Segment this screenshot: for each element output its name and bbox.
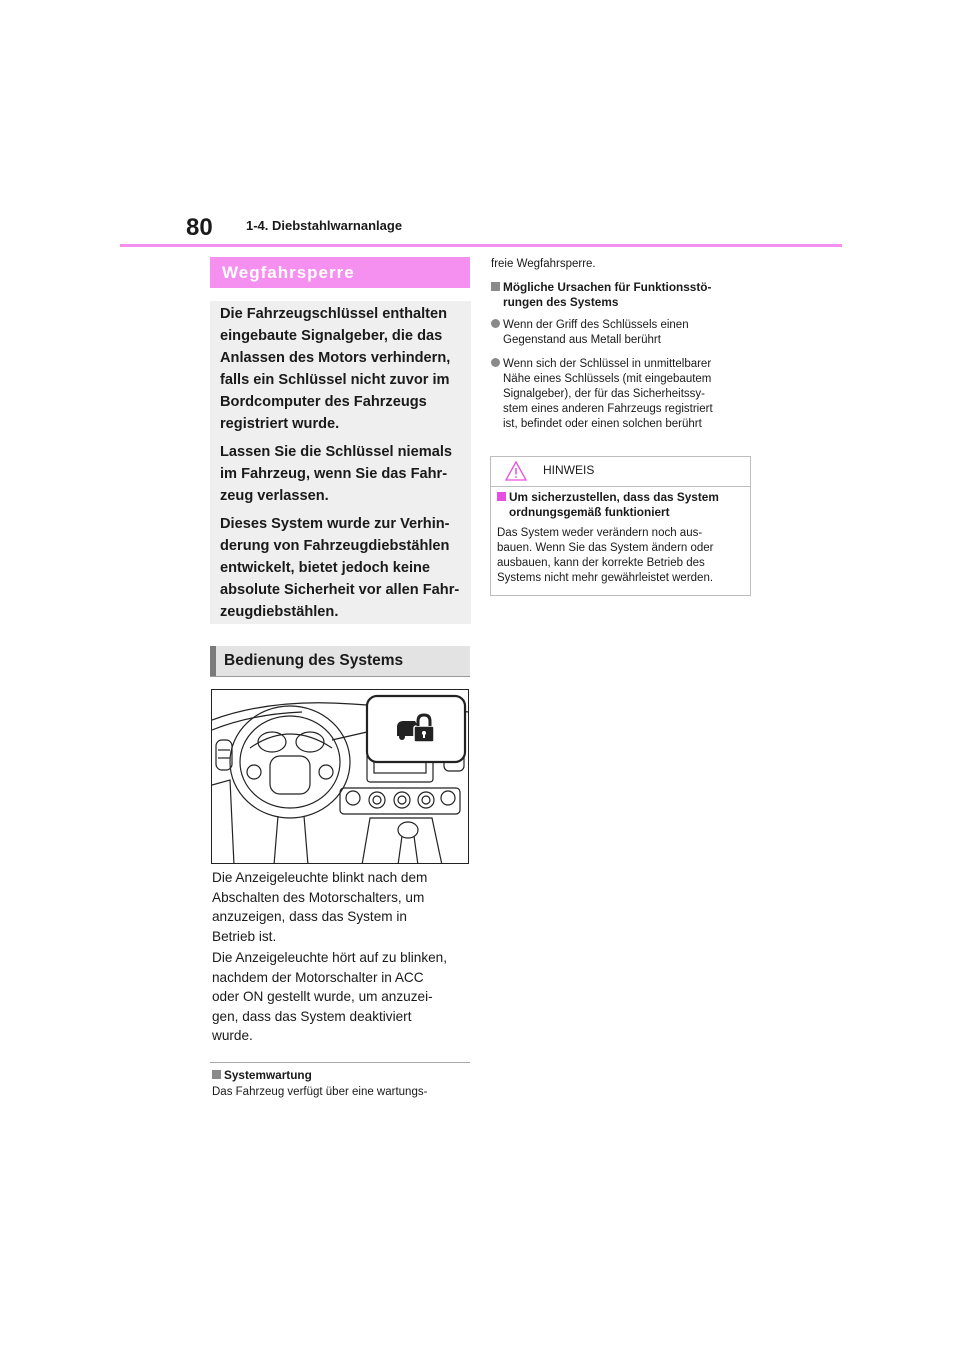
dashboard-illustration [211,689,469,864]
round-bullet-icon [491,319,500,328]
square-bullet-icon [491,282,500,291]
intro-paragraph-3: Dieses System wurde zur Verhin- derung von Fahrzeugdiebstählen entwickelt, bietet jedoch keine absolute Sicherheit vor allen Fahr- zeugdiebstählen. [220,516,460,620]
list-item: Wenn der Griff des Schlüssels einen Gegenstand aus Metall berührt [491,318,753,348]
heading-underline [210,676,470,677]
indicator-blinks-paragraph: Die Anzeigeleuchte blinkt nach dem Abschalten des Motorschalters, um anzuzeigen, dass das System in Betrieb ist. [212,870,428,944]
dashboard-drawing [212,690,469,864]
page-number: 80 [186,214,213,241]
causes-heading: Mögliche Ursachen für Funktionsstö- rungen des Systems [491,280,753,310]
intro-box [210,301,471,624]
round-bullet-icon [491,358,500,367]
indicator-stops-paragraph: Die Anzeigeleuchte hört auf zu blinken, nachdem der Motorschalter in ACC oder ON gestellt wurde, um anzuzei- gen, dass das System deaktiviert wurde. [212,950,448,1043]
notice-subheading: Um sicherzustellen, dass das System ordnungsgemäß funktioniert [497,490,747,520]
section-heading-bedienung: Bedienung des Systems [210,646,470,676]
section-heading-wegfahrsperre: Wegfahrsperre [210,257,470,288]
square-bullet-icon [212,1070,221,1079]
systemwartung-text-continued: freie Wegfahrsperre. [491,258,596,270]
notice-title: HINWEIS [543,463,595,477]
systemwartung-heading: Systemwartung [212,1068,312,1083]
intro-paragraph-2: Lassen Sie die Schlüssel niemals im Fahrzeug, wenn Sie das Fahr- zeug verlassen. [220,444,452,504]
chapter-title: 1-4. Diebstahlwarnanlage [246,218,403,233]
systemwartung-text: Das Fahrzeug verfügt über eine wartungs- [212,1086,428,1098]
warning-triangle-icon [505,461,527,481]
separator [210,1062,470,1063]
notice-box [490,456,751,596]
header-rule [120,244,842,247]
notice-body: Das System weder verändern noch aus- bauen. Wenn Sie das System ändern oder ausbauen, kann der korrekte Betrieb des Systems nicht mehr gewährleistet werden. [497,527,714,584]
notice-header [491,457,750,487]
square-bullet-icon [497,492,506,501]
list-item: Wenn sich der Schlüssel in unmittelbarer Nähe eines Schlüssels (mit eingebautem Signalgeber), der für das Sicherheitssy- stem eines anderen Fahrzeugs registriert ist, befindet oder einen solchen berührt [491,357,753,432]
intro-paragraph-1: Die Fahrzeugschlüssel enthalten eingebaute Signalgeber, die das Anlassen des Motors verhindern, falls ein Schlüssel nicht zuvor im Bordcomputer des Fahrzeugs registriert wurde. [220,306,451,432]
